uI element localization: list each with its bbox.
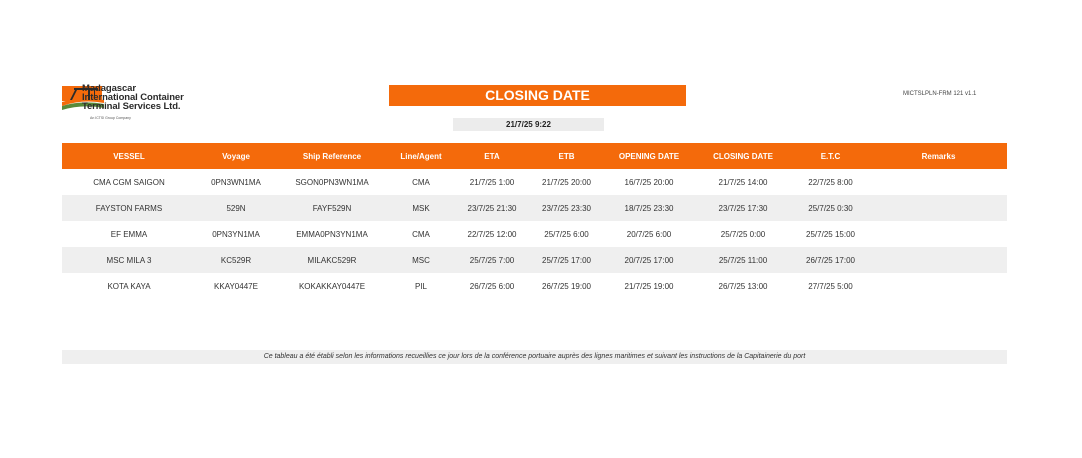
table-cell: 26/7/25 13:00 (718, 281, 768, 291)
table-row (62, 273, 1007, 299)
table-cell: 23/7/25 23:30 (542, 203, 591, 213)
table-cell: 529N (226, 203, 246, 213)
table-cell: MILAKC529R (307, 255, 357, 265)
table-cell: 21/7/25 19:00 (624, 281, 674, 291)
table-cell: 25/7/25 0:30 (808, 203, 853, 213)
page-title: CLOSING DATE (389, 85, 686, 106)
column-header: ETB (558, 151, 575, 161)
table-cell: 21/7/25 14:00 (718, 177, 768, 187)
table-cell: FAYF529N (312, 203, 352, 213)
table-cell: FAYSTON FARMS (95, 203, 163, 213)
table-cell: CMA (412, 229, 430, 239)
table-cell: 25/7/25 7:00 (469, 255, 515, 265)
table-cell: CMA (412, 177, 430, 187)
table-row (62, 195, 1007, 221)
table-row (62, 169, 1007, 195)
table-cell: 22/7/25 8:00 (808, 177, 853, 187)
table-cell: MSK (412, 203, 430, 213)
table-cell: 25/7/25 17:00 (542, 255, 591, 265)
table-row (62, 247, 1007, 273)
table-cell: 27/7/25 5:00 (808, 281, 853, 291)
table-cell: MSC (412, 255, 430, 265)
table-cell: EMMA0PN3YN1MA (296, 229, 368, 239)
table-cell: SGON0PN3WN1MA (295, 177, 369, 187)
table-cell: 0PN3YN1MA (212, 229, 260, 239)
closing-date-table (62, 143, 1007, 299)
table-cell: 23/7/25 17:30 (718, 203, 768, 213)
table-header (62, 143, 1007, 169)
report-date: 21/7/25 9:22 (453, 118, 604, 131)
table-cell: PIL (414, 281, 427, 291)
column-header: OPENING DATE (618, 151, 680, 161)
table-cell: KOTA KAYA (107, 281, 151, 291)
table-cell: 26/7/25 19:00 (542, 281, 591, 291)
table-cell: 25/7/25 11:00 (718, 255, 768, 265)
table-cell: CMA CGM SAIGON (93, 177, 165, 187)
table-cell: MSC MILA 3 (106, 255, 152, 265)
column-header: Ship Reference (302, 151, 362, 161)
table-cell: 25/7/25 6:00 (544, 229, 589, 239)
table-row (62, 221, 1007, 247)
table-cell: 18/7/25 23:30 (624, 203, 674, 213)
table-cell: 21/7/25 20:00 (542, 177, 591, 187)
column-header: ETA (484, 151, 500, 161)
footnote: Ce tableau a été établi selon les informations recueillies ce jour lors de la conférence portuaire auprès des lignes maritimes et suivant les instructions de la Capitainerie du port (62, 350, 1007, 364)
column-header: Line/Agent (400, 151, 442, 161)
column-header: Voyage (222, 151, 250, 161)
table-cell: 0PN3WN1MA (211, 177, 261, 187)
table-cell: 16/7/25 20:00 (624, 177, 674, 187)
column-header: E.T.C (820, 151, 841, 161)
column-header: VESSEL (113, 151, 145, 161)
table-cell: 21/7/25 1:00 (469, 177, 515, 187)
table-cell: KKAY0447E (214, 281, 258, 291)
table-cell: KC529R (220, 255, 252, 265)
table-cell: 20/7/25 17:00 (624, 255, 674, 265)
table-cell: 26/7/25 6:00 (469, 281, 515, 291)
table-cell: 23/7/25 21:30 (467, 203, 517, 213)
form-code: MICTSLPLN-FRM 121 v1.1 (903, 91, 977, 97)
table-cell: 22/7/25 12:00 (467, 229, 517, 239)
table-cell: 20/7/25 6:00 (626, 229, 672, 239)
table-cell: 25/7/25 15:00 (806, 229, 855, 239)
table-cell: 25/7/25 0:00 (720, 229, 766, 239)
company-tagline: An ICTSI Group Company (90, 116, 131, 120)
column-header: CLOSING DATE (713, 151, 773, 161)
table-cell: 26/7/25 17:00 (806, 255, 855, 265)
company-logo (62, 84, 222, 124)
column-header: Remarks (921, 151, 956, 161)
table-cell: EF EMMA (110, 229, 148, 239)
company-name: Madagascar International Container Terminal Services Ltd. (82, 83, 184, 112)
table-cell: KOKAKKAY0447E (298, 281, 366, 291)
